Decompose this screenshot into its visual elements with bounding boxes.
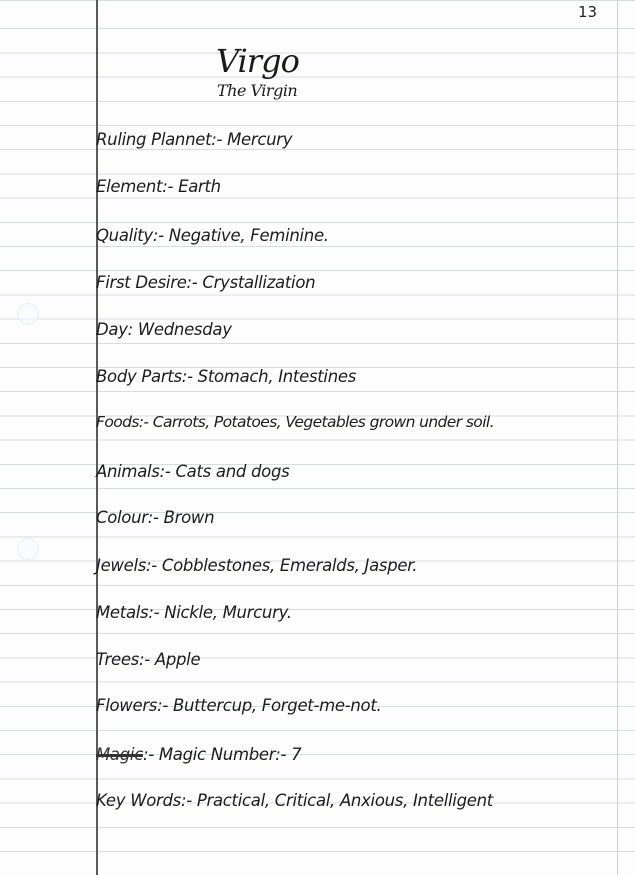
item-text: Element:- Earth (96, 177, 221, 196)
item-text: Flowers:- Buttercup, Forget-me-not. (96, 696, 382, 715)
page-edge (617, 0, 618, 875)
item-text (96, 745, 301, 764)
punch-hole (17, 538, 39, 560)
item-text: Body Parts:- Stomach, Intestines (96, 367, 357, 386)
item-text: Animals:- Cats and dogs (96, 462, 290, 481)
item-text: Quality:- Negative, Feminine. (96, 226, 329, 245)
page-subtitle: The Virgin (217, 81, 298, 100)
item-text: First Desire:- Crystallization (96, 273, 316, 292)
item-text: Ruling Plannet:- Mercury (96, 130, 293, 149)
page-number: 13 (578, 3, 598, 21)
punch-hole (17, 303, 39, 325)
item-text: Key Words:- Practical, Critical, Anxious, Intelligent (96, 791, 493, 810)
item-text: Jewels:- Cobblestones, Emeralds, Jasper. (96, 556, 418, 575)
item-text: Foods:- Carrots, Potatoes, Vegetables grown under soil. (96, 413, 494, 431)
item-text-remainder: :- Magic Number:- 7 (142, 745, 302, 764)
item-text: Metals:- Nickle, Murcury. (96, 603, 292, 622)
item-text: Colour:- Brown (96, 508, 215, 527)
item-text: Trees:- Apple (96, 650, 201, 669)
item-text: Day: Wednesday (96, 320, 232, 339)
page-title: Virgo (216, 42, 299, 80)
crossed-out-word: Magic (96, 745, 143, 764)
